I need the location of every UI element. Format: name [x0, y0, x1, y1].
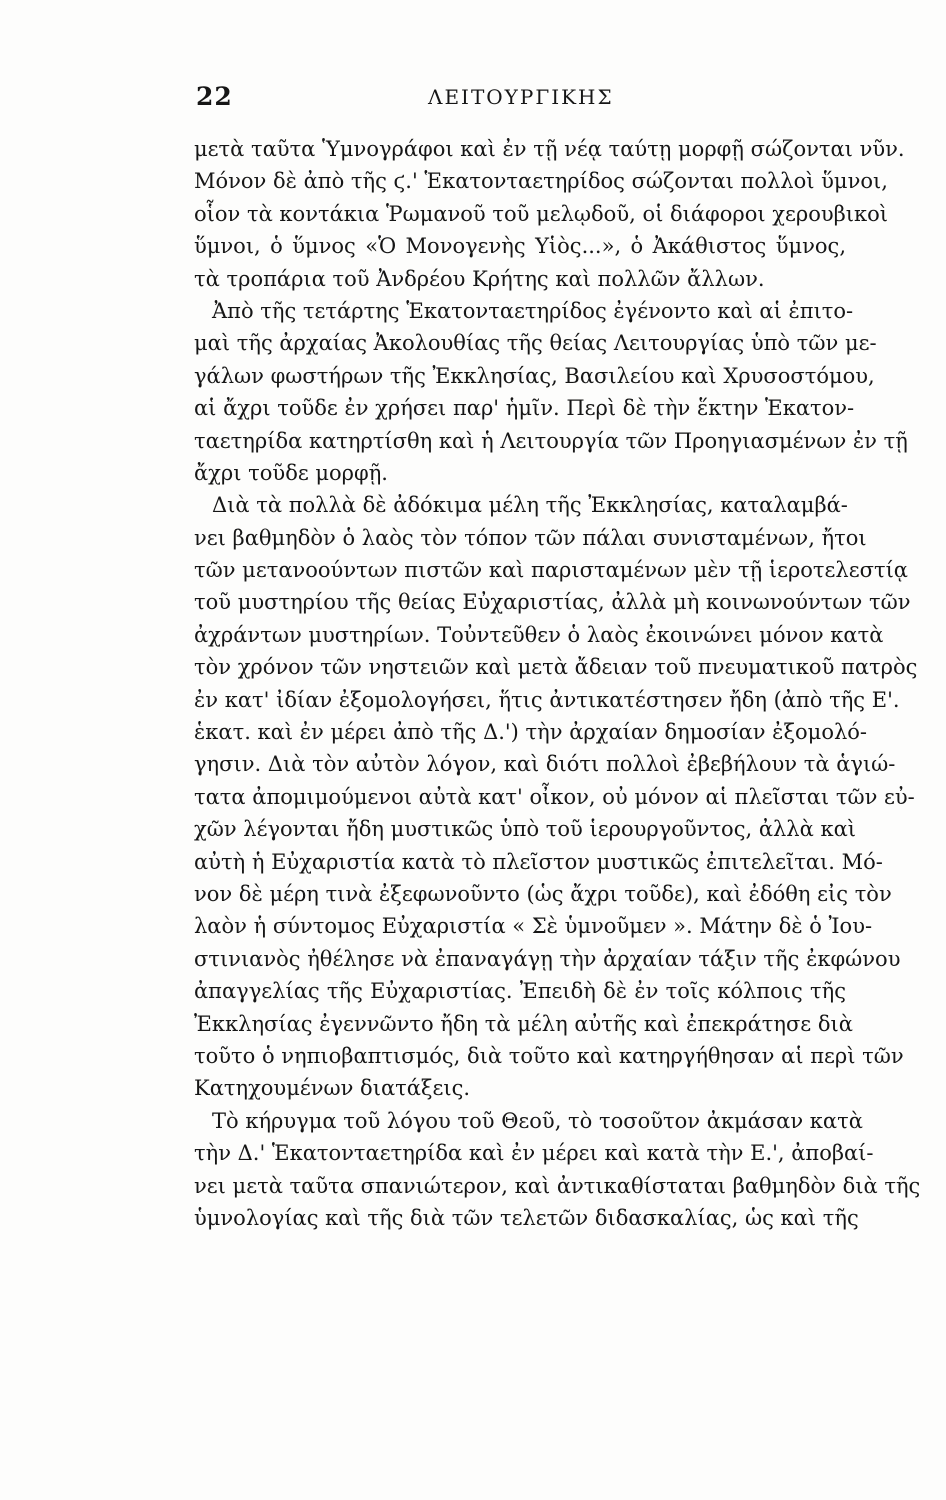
text-line: τατα ἀπομιμούμενοι αὐτὰ κατ' οἶκον, οὐ μόνον αἱ πλεῖσται τῶν εὐ- [194, 784, 915, 809]
text-line: χῶν λέγονται ἤδη μυστικῶς ὑπὸ τοῦ ἱερουργοῦντος, ἀλλὰ καὶ [194, 817, 857, 842]
text-line: αἱ ἄχρι τοῦδε ἐν χρήσει παρ' ἡμῖν. Περὶ δὲ τὴν ἕκτην Ἑκατον- [194, 396, 855, 421]
text-line: τῶν μετανοούντων πιστῶν καὶ παρισταμένων μὲν τῇ ἱεροτελεστίᾳ [194, 558, 908, 583]
paragraph-start-line: Τὸ κήρυγμα τοῦ λόγου τοῦ Θεοῦ, τὸ τοσοῦτον ἀκμάσαν κατὰ [212, 1108, 863, 1133]
text-line: ἑκατ. καὶ ἐν μέρει ἀπὸ τῆς Δ.') τὴν ἀρχαίαν δημοσίαν ἐξομολό- [194, 720, 868, 745]
text-line: λαὸν ἡ σύντομος Εὐχαριστία « Σὲ ὑμνοῦμεν ». Μάτην δὲ ὁ Ἰου- [194, 914, 873, 939]
paragraph-start-line: Ἀπὸ τῆς τετάρτης Ἑκατονταετηρίδος ἐγένοντο καὶ αἱ ἐπιτο- [212, 298, 854, 323]
text-line: τοῦ μυστηρίου τῆς θείας Εὐχαριστίας, ἀλλὰ μὴ κοινωνούντων τῶν [194, 590, 911, 615]
page-header [196, 82, 848, 122]
page-number: 22 [196, 82, 233, 111]
text-line: ἄχρι τοῦδε μορφῇ. [194, 460, 388, 485]
body-text [194, 133, 921, 1234]
text-line: γάλων φωστήρων τῆς Ἐκκλησίας, Βασιλείου καὶ Χρυσοστόμου, [194, 363, 875, 388]
text-line: νει βαθμηδὸν ὁ λαὸς τὸν τόπον τῶν πάλαι συνισταμένων, ἤτοι [194, 525, 867, 550]
text-line: ταετηρίδα κατηρτίσθη καὶ ἡ Λειτουργία τῶν Προηγιασμένων ἐν τῇ [194, 428, 908, 453]
text-line: αὐτὴ ἡ Εὐχαριστία κατὰ τὸ πλεῖστον μυστικῶς ἐπιτελεῖται. Μό- [194, 849, 883, 874]
text-line: μαὶ τῆς ἀρχαίας Ἀκολουθίας τῆς θείας Λειτουργίας ὑπὸ τῶν με- [194, 331, 877, 356]
running-title: ΛΕΙΤΟΥΡΓΙΚΗΣ [428, 85, 614, 109]
text-line: νει μετὰ ταῦτα σπανιώτερον, καὶ ἀντικαθίσταται βαθμηδὸν διὰ τῆς [194, 1173, 921, 1198]
text-line: Μόνον δὲ ἀπὸ τῆς ϛ.' Ἑκατονταετηρίδος σώζονται πολλοὶ ὕμνοι, [194, 169, 888, 194]
text-line: ὕμνοι, ὁ ὕμνος «Ὁ Μονογενὴς Υἱὸς...», ὁ Ἀκάθιστος ὕμνος, [194, 234, 846, 259]
text-line: τοῦτο ὁ νηπιοβαπτισμός, διὰ τοῦτο καὶ κατηργήθησαν αἱ περὶ τῶν [194, 1043, 904, 1068]
text-line: γησιν. Διὰ τὸν αὐτὸν λόγον, καὶ διότι πολλοὶ ἐβεβήλουν τὰ ἁγιώ- [194, 752, 896, 777]
text-line: ὑμνολογίας καὶ τῆς διὰ τῶν τελετῶν διδασκαλίας, ὡς καὶ τῆς [194, 1205, 859, 1230]
paragraph-start-line: Διὰ τὰ πολλὰ δὲ ἀδόκιμα μέλη τῆς Ἐκκλησίας, καταλαμβά- [212, 493, 848, 518]
text-line: μετὰ ταῦτα Ὑμνογράφοι καὶ ἐν τῇ νέᾳ ταύτῃ μορφῇ σώζονται νῦν. [194, 137, 905, 161]
text-line: νον δὲ μέρη τινὰ ἐξεφωνοῦντο (ὡς ἄχρι τοῦδε), καὶ ἐδόθη εἰς τὸν [194, 881, 892, 906]
text-line: Ἐκκλησίας ἐγεννῶντο ἤδη τὰ μέλη αὐτῆς καὶ ἐπεκράτησε διὰ [194, 1011, 853, 1036]
text-line: ἐν κατ' ἰδίαν ἐξομολογήσει, ἥτις ἀντικατέστησεν ἤδη (ἀπὸ τῆς Ε'. [194, 687, 900, 712]
text-line: ἀπαγγελίας τῆς Εὐχαριστίας. Ἐπειδὴ δὲ ἐν τοῖς κόλποις τῆς [194, 979, 846, 1004]
text-line: τὸν χρόνον τῶν νηστειῶν καὶ μετὰ ἄδειαν τοῦ πνευματικοῦ πατρὸς [194, 655, 918, 680]
text-line: οἷον τὰ κοντάκια Ῥωμανοῦ τοῦ μελῳδοῦ, οἱ διάφοροι χερουβικοὶ [194, 201, 889, 226]
text-line: ἀχράντων μυστηρίων. Τοὐντεῦθεν ὁ λαὸς ἐκοινώνει μόνον κατὰ [194, 622, 884, 647]
text-line: Κατηχουμένων διατάξεις. [194, 1076, 471, 1101]
text-line: στινιανὸς ἠθέλησε νὰ ἐπαναγάγῃ τὴν ἀρχαίαν τάξιν τῆς ἐκφώνου [194, 946, 901, 971]
text-line: τὴν Δ.' Ἑκατονταετηρίδα καὶ ἐν μέρει καὶ κατὰ τὴν Ε.', ἀποβαί- [194, 1141, 874, 1166]
text-line: τὰ τροπάρια τοῦ Ἀνδρέου Κρήτης καὶ πολλῶν ἄλλων. [194, 266, 765, 291]
